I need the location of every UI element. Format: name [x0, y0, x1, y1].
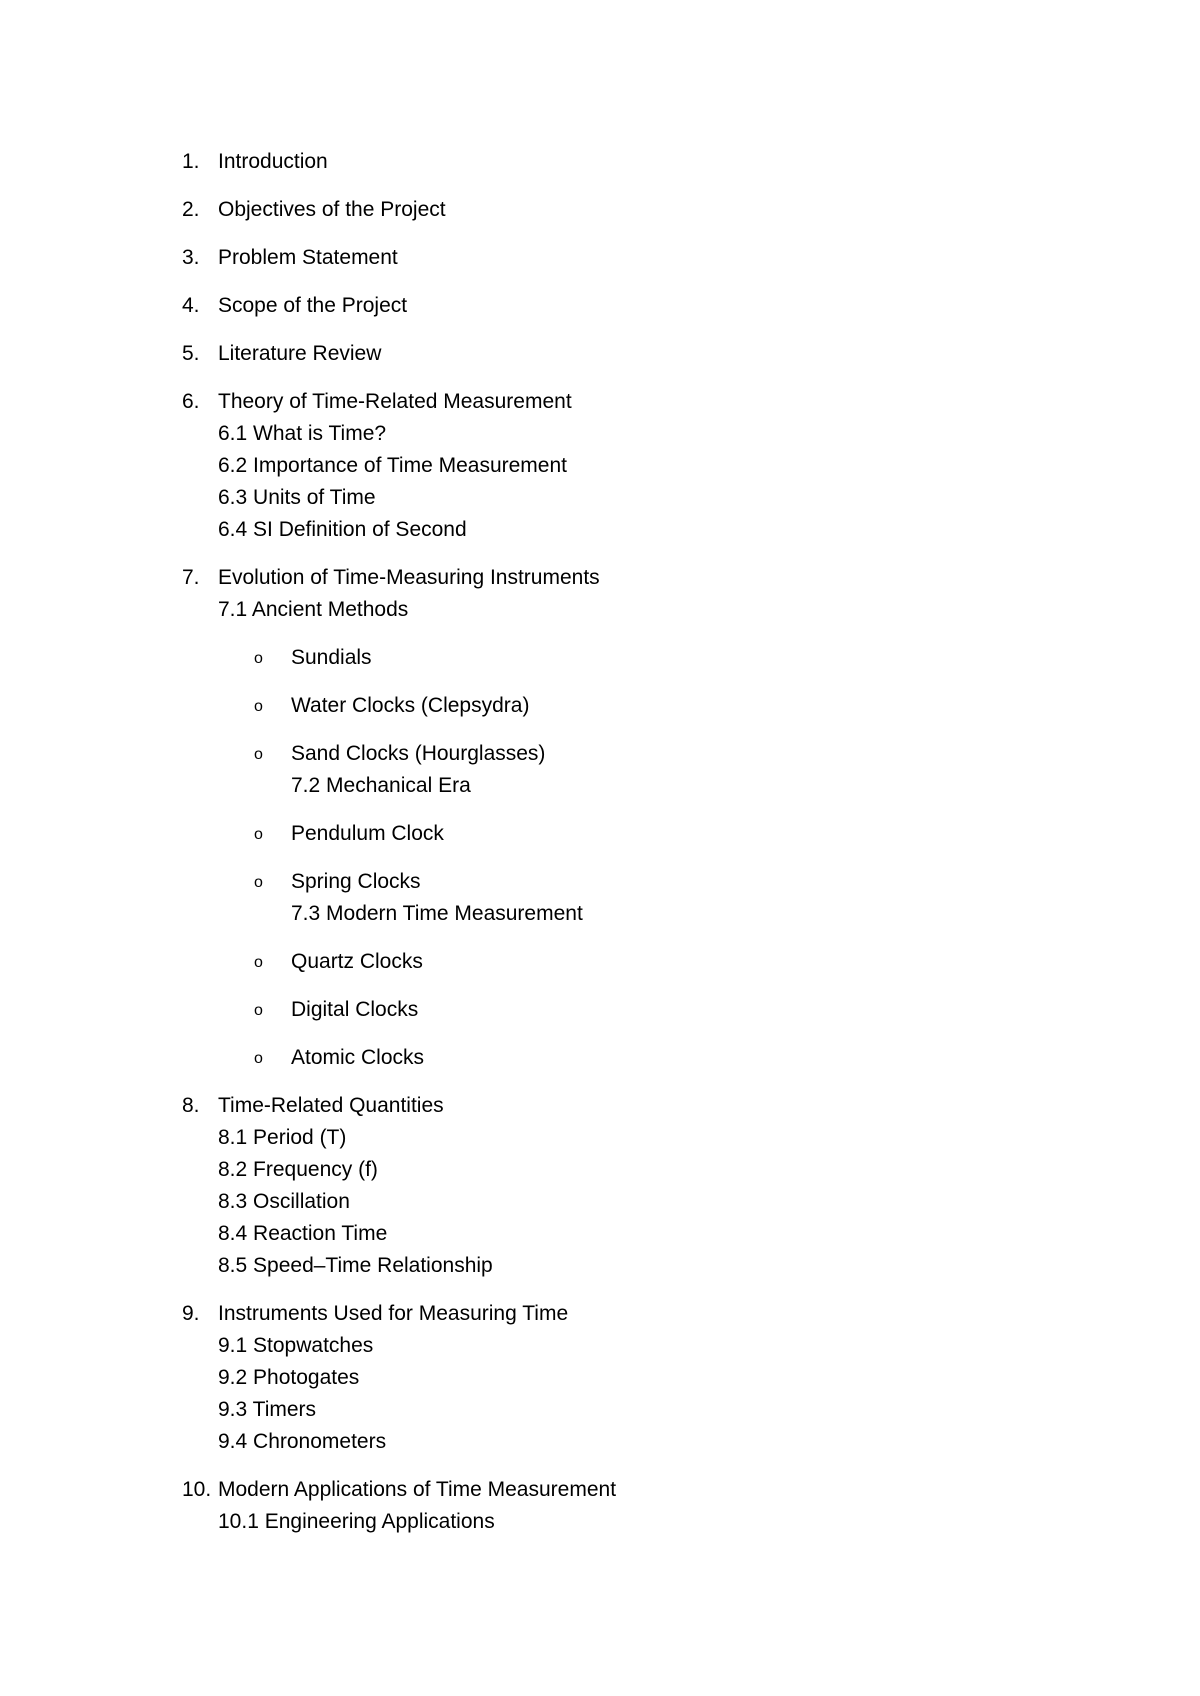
bullet-marker: o	[254, 1050, 263, 1067]
toc-entry	[182, 338, 1082, 370]
toc-subentry: 9.2 Photogates	[218, 1366, 360, 1389]
bullet-text: Quartz Clocks	[291, 950, 423, 973]
toc-subentry: 7.1 Ancient Methods	[218, 598, 409, 621]
toc-subentry: 10.1 Engineering Applications	[218, 1510, 495, 1533]
toc-entry-number: 5.	[182, 342, 200, 365]
bullet-text: Water Clocks (Clepsydra)	[291, 694, 530, 717]
bullet-item	[182, 818, 1082, 850]
bullet-text: Sand Clocks (Hourglasses)	[291, 742, 546, 765]
toc-subentry: 8.2 Frequency (f)	[218, 1158, 378, 1181]
toc-entry-number: 7.	[182, 566, 200, 589]
bullet-list	[182, 642, 1082, 1074]
bullet-item	[182, 738, 1082, 802]
toc-subentry: 9.4 Chronometers	[218, 1430, 387, 1453]
bullet-marker: o	[254, 954, 263, 971]
bullet-item	[182, 866, 1082, 930]
toc-subentry: 6.1 What is Time?	[218, 422, 387, 445]
bullet-marker: o	[254, 874, 263, 891]
bullet-marker: o	[254, 746, 263, 763]
bullet-text: Atomic Clocks	[291, 1046, 425, 1069]
bullet-item	[182, 642, 1082, 674]
toc-entry-title: Time-Related Quantities	[218, 1094, 444, 1117]
toc-entry-number: 4.	[182, 294, 200, 317]
toc-entry-number: 3.	[182, 246, 200, 269]
toc-entry-number: 9.	[182, 1302, 200, 1325]
bullet-marker: o	[254, 650, 263, 667]
toc-subentry: 6.3 Units of Time	[218, 486, 376, 509]
toc-entry-title: Instruments Used for Measuring Time	[218, 1302, 569, 1325]
toc-subentry: 6.2 Importance of Time Measurement	[218, 454, 567, 477]
bullet-text: Spring Clocks	[291, 870, 421, 893]
toc-subentry: 8.4 Reaction Time	[218, 1222, 388, 1245]
bullet-marker: o	[254, 826, 263, 843]
table-of-contents	[182, 146, 1082, 1554]
toc-entry	[182, 1090, 1082, 1282]
toc-subentry: 9.3 Timers	[218, 1398, 317, 1421]
toc-entry-number: 6.	[182, 390, 200, 413]
toc-entry-title: Scope of the Project	[218, 294, 408, 317]
toc-entry-number: 8.	[182, 1094, 200, 1117]
toc-subentry: 8.3 Oscillation	[218, 1190, 350, 1213]
toc-entry-title: Introduction	[218, 150, 328, 173]
toc-subentry: 7.2 Mechanical Era	[291, 774, 471, 797]
toc-entry	[182, 386, 1082, 546]
toc-entry-title: Objectives of the Project	[218, 198, 446, 221]
toc-subentry: 6.4 SI Definition of Second	[218, 518, 467, 541]
toc-entry-title: Problem Statement	[218, 246, 398, 269]
bullet-marker: o	[254, 1002, 263, 1019]
toc-entry-title: Modern Applications of Time Measurement	[218, 1478, 617, 1501]
toc-subentry: 8.5 Speed–Time Relationship	[218, 1254, 493, 1277]
bullet-marker: o	[254, 698, 263, 715]
bullet-item	[182, 690, 1082, 722]
bullet-item	[182, 946, 1082, 978]
toc-entry	[182, 290, 1082, 322]
toc-entry	[182, 1474, 1082, 1538]
bullet-text: Sundials	[291, 646, 372, 669]
toc-subentry: 8.1 Period (T)	[218, 1126, 347, 1149]
toc-entry	[182, 1298, 1082, 1458]
toc-entry-title: Evolution of Time-Measuring Instruments	[218, 566, 600, 589]
toc-entry-number: 2.	[182, 198, 200, 221]
bullet-text: Digital Clocks	[291, 998, 419, 1021]
bullet-text: Pendulum Clock	[291, 822, 444, 845]
toc-entry-title: Theory of Time-Related Measurement	[218, 390, 572, 413]
bullet-item	[182, 994, 1082, 1026]
bullet-item	[182, 1042, 1082, 1074]
toc-entry-number: 10.	[182, 1478, 212, 1501]
toc-entry	[182, 194, 1082, 226]
toc-entry	[182, 562, 1082, 1074]
toc-entry-title: Literature Review	[218, 342, 382, 365]
toc-entry	[182, 146, 1082, 178]
toc-entry-number: 1.	[182, 150, 200, 173]
toc-subentry: 7.3 Modern Time Measurement	[291, 902, 583, 925]
toc-entry	[182, 242, 1082, 274]
toc-subentry: 9.1 Stopwatches	[218, 1334, 374, 1357]
